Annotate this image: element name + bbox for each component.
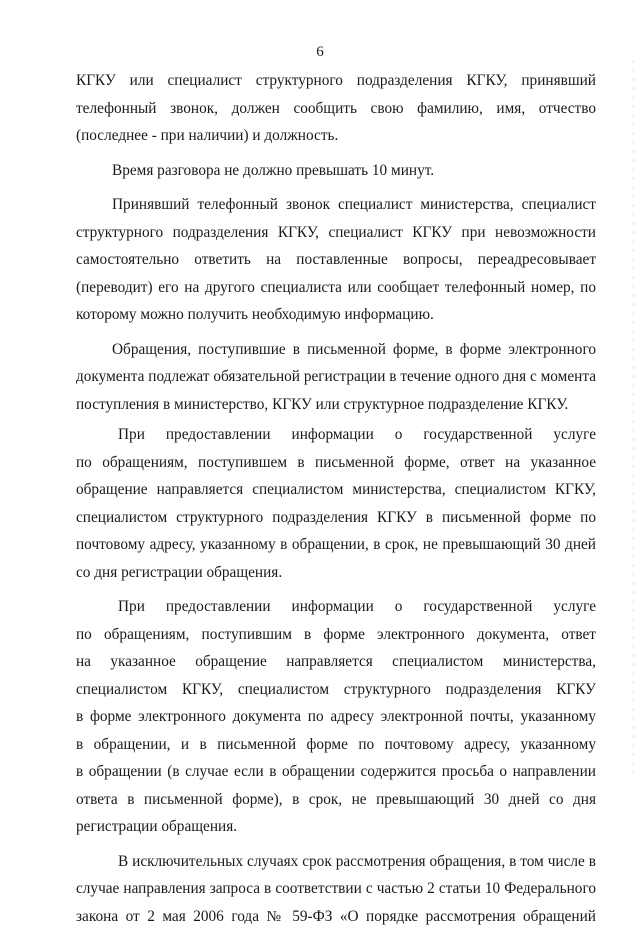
paragraph bbox=[76, 336, 596, 419]
text-line: При предоставлении информации о государственной услуге bbox=[76, 593, 596, 621]
text-line: со дня регистрации обращения. bbox=[76, 559, 596, 587]
text-line: закона от 2 мая 2006 года № 59-ФЗ «О порядке рассмотрения обращений bbox=[76, 903, 596, 930]
text-line: почтовому адресу, указанному в обращении, в срок, не превышающий 30 дней bbox=[76, 531, 596, 559]
paragraph bbox=[76, 67, 596, 150]
text-line: на указанное обращение направляется специалистом министерства, bbox=[76, 648, 596, 676]
paragraph bbox=[76, 421, 596, 586]
text-line: поступления в министерство, КГКУ или структурное подразделение КГКУ. bbox=[76, 391, 596, 419]
text-line: случае направления запроса в соответствии с частью 2 статьи 10 Федерального bbox=[76, 875, 596, 903]
text-line: документа подлежат обязательной регистрации в течение одного дня с момента bbox=[76, 363, 596, 391]
scan-edge-mark bbox=[633, 60, 634, 780]
text-line: (последнее - при наличии) и должность. bbox=[76, 122, 596, 150]
text-line: Принявший телефонный звонок специалист министерства, специалист bbox=[76, 191, 596, 219]
text-line: ответа в письменной форме), в срок, не превышающий 30 дней со дня bbox=[76, 786, 596, 814]
text-line: специалистом КГКУ, специалистом структурного подразделения КГКУ bbox=[76, 676, 596, 704]
paragraph bbox=[76, 191, 596, 329]
text-line: Обращения, поступившие в письменной форме, в форме электронного bbox=[76, 336, 596, 364]
text-line: в обращении (в случае если в обращении содержится просьба о направлении bbox=[76, 758, 596, 786]
text-line: структурного подразделения КГКУ, специалист КГКУ при невозможности bbox=[76, 219, 596, 247]
text-line: регистрации обращения. bbox=[76, 813, 596, 841]
text-line: Время разговора не должно превышать 10 минут. bbox=[76, 157, 596, 185]
text-line: (переводит) его на другого специалиста или сообщает телефонный номер, по bbox=[76, 274, 596, 302]
text-line: В исключительных случаях срок рассмотрения обращения, в том числе в bbox=[76, 848, 596, 876]
text-line: специалистом структурного подразделения КГКУ в письменной форме по bbox=[76, 504, 596, 532]
text-line: которому можно получить необходимую информацию. bbox=[76, 301, 596, 329]
text-line: При предоставлении информации о государственной услуге bbox=[76, 421, 596, 449]
text-line: по обращениям, поступившим в форме электронного документа, ответ bbox=[76, 621, 596, 649]
text-line: телефонный звонок, должен сообщить свою фамилию, имя, отчество bbox=[76, 95, 596, 123]
text-line: КГКУ или специалист структурного подразделения КГКУ, принявший bbox=[76, 67, 596, 95]
text-line: по обращениям, поступившем в письменной форме, ответ на указанное bbox=[76, 449, 596, 477]
text-line: в форме электронного документа по адресу электронной почты, указанному bbox=[76, 703, 596, 731]
text-line: обращение направляется специалистом министерства, специалистом КГКУ, bbox=[76, 476, 596, 504]
document-body bbox=[76, 67, 596, 930]
paragraph bbox=[76, 157, 596, 185]
text-line: самостоятельно ответить на поставленные вопросы, переадресовывает bbox=[76, 246, 596, 274]
paragraph bbox=[76, 848, 596, 930]
paragraph bbox=[76, 593, 596, 841]
page-number: 6 bbox=[0, 44, 640, 61]
text-line: в обращении, и в письменной форме по почтовому адресу, указанному bbox=[76, 731, 596, 759]
